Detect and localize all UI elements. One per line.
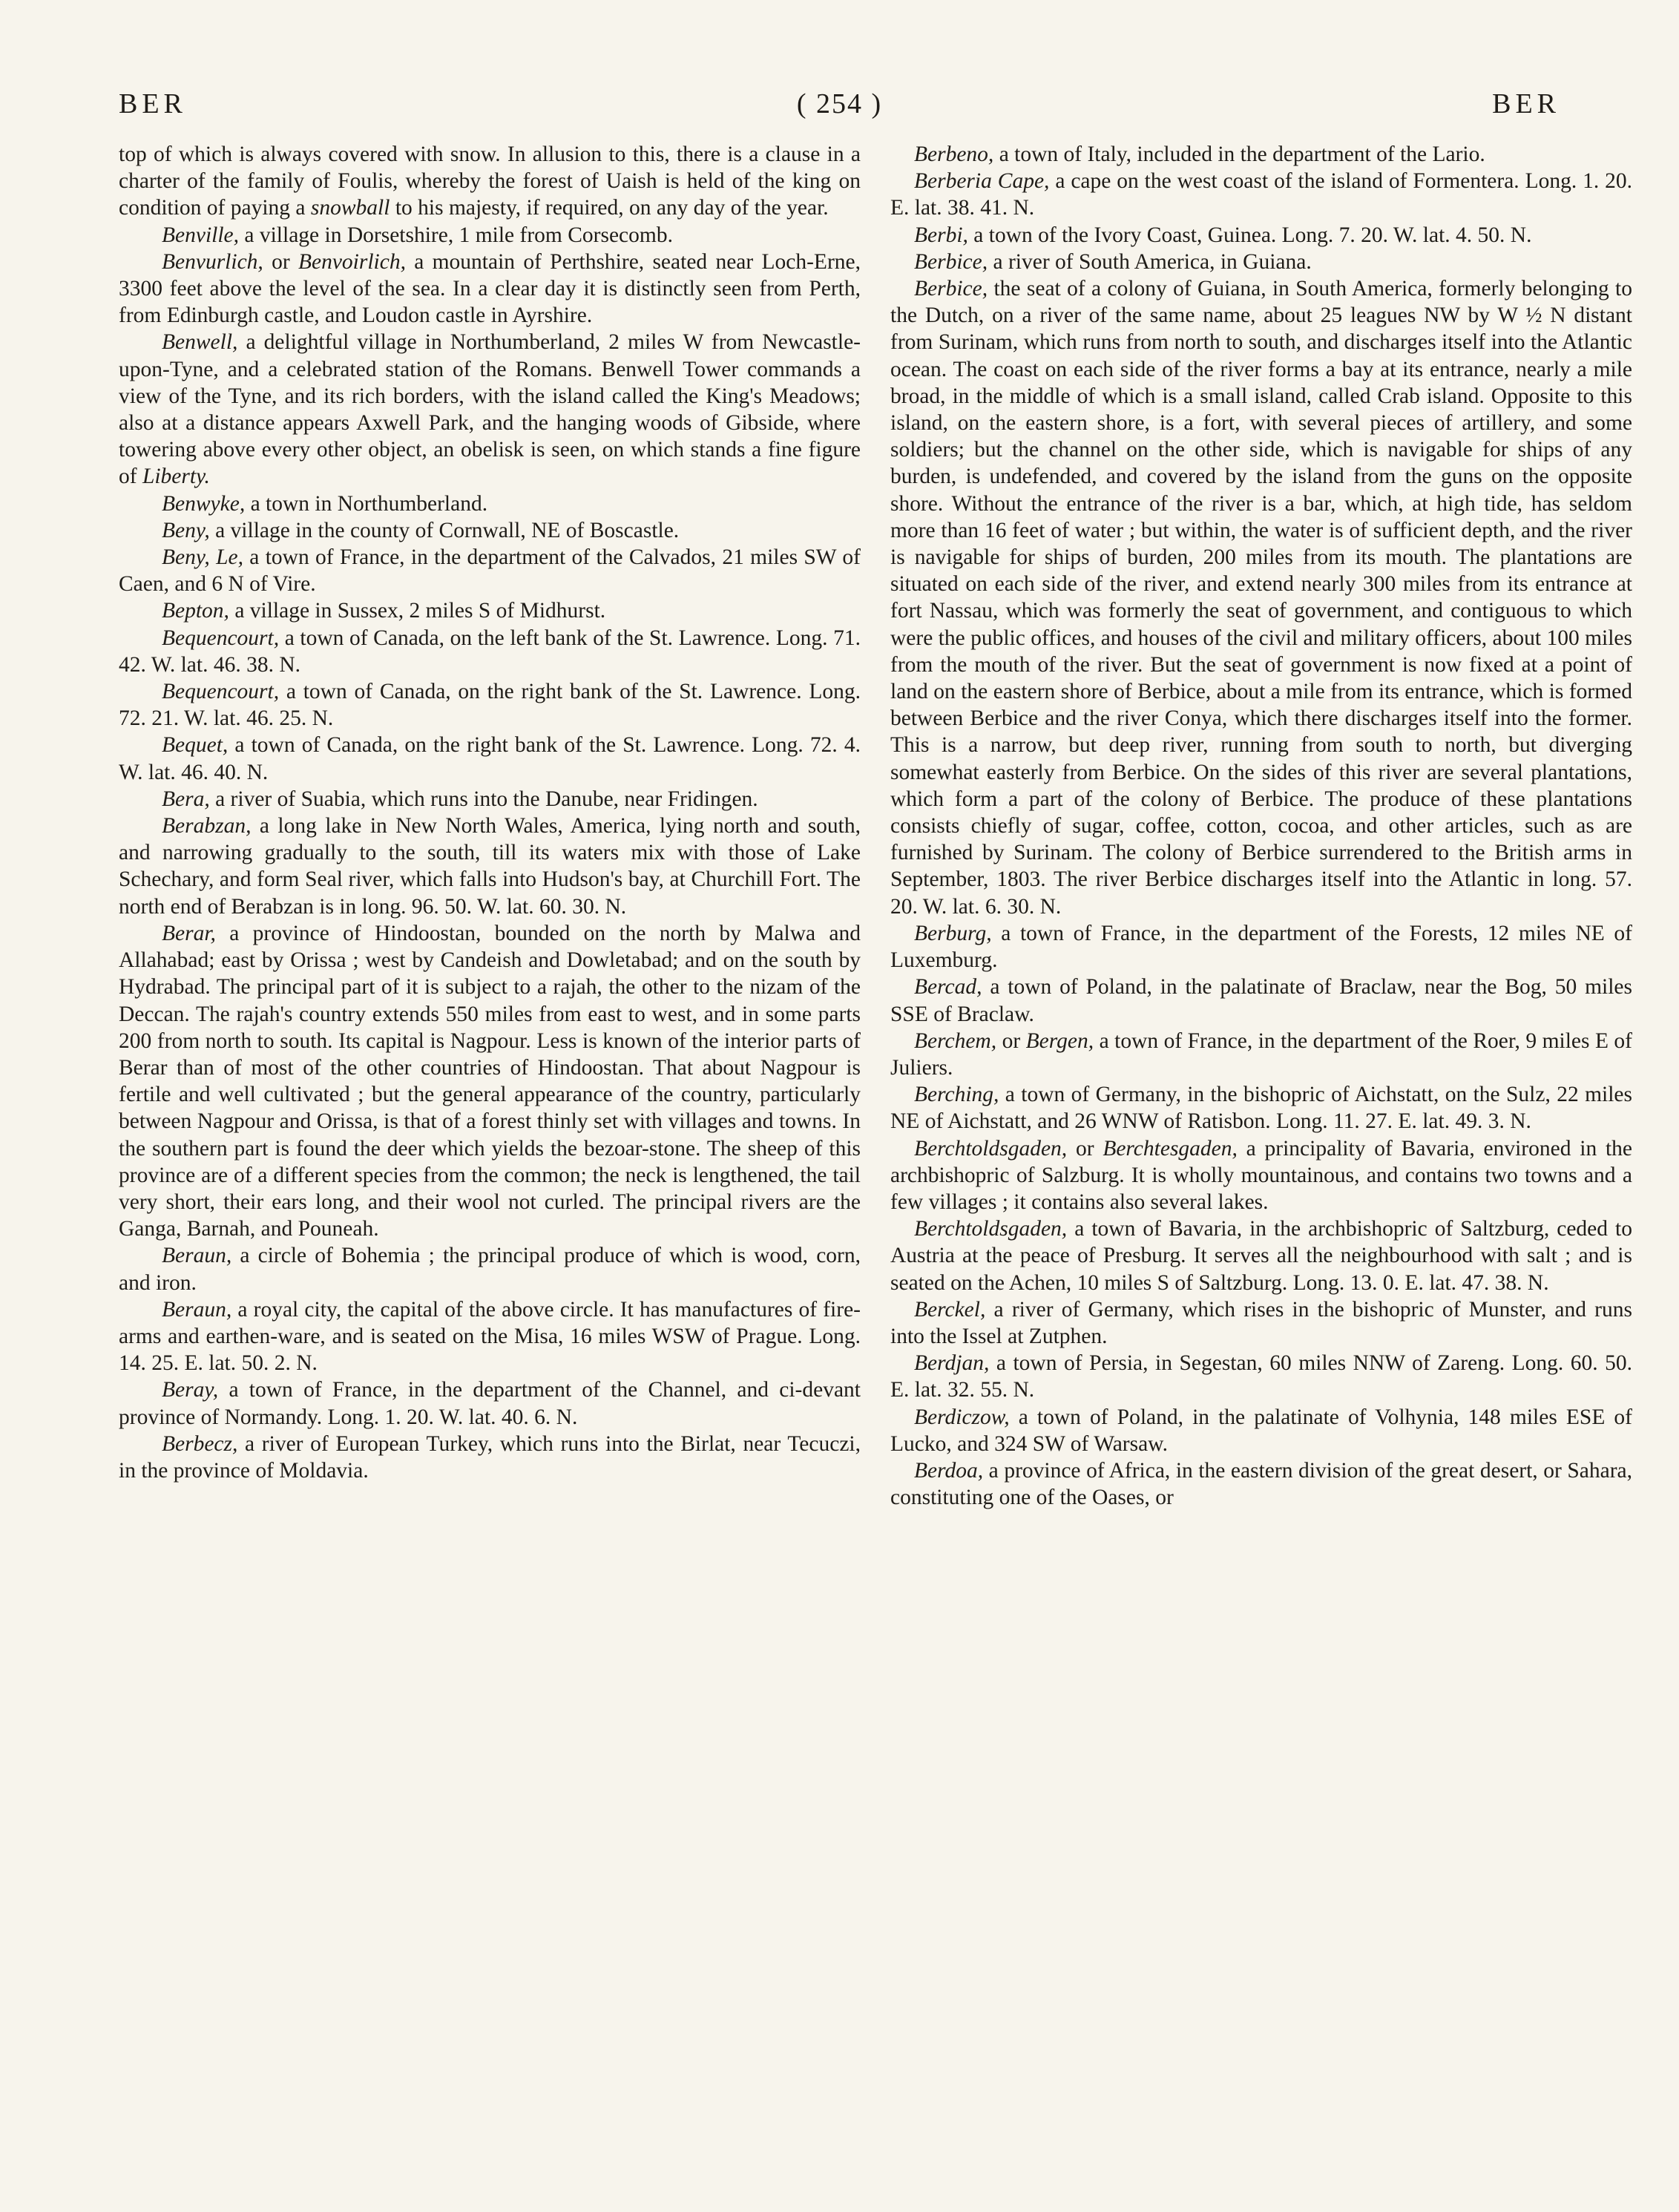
entry-text: top of which is always covered with snow. In allusion to this, there is a clause in a charter of the family of Foulis, whereby the forest of Uaish is held of the king on condition of paying a xyxy=(119,142,861,220)
entry-text-continued: to his majesty, if required, on any day of the year. xyxy=(390,196,829,220)
entry-text: a town of Germany, in the bishopric of Aichstatt, on the Sulz, 22 miles NE of Aichstatt, and 26 WNW of Ratisbon. Long. 11. 27. E. lat. 49. 3. N. xyxy=(890,1083,1632,1134)
entry-text: a town of Canada, on the right bank of the St. Lawrence. Long. 72. 4. W. lat. 46. 40. N. xyxy=(119,733,861,784)
gazetteer-entry xyxy=(119,732,861,785)
entry-headword: Beraun, xyxy=(162,1244,232,1268)
gazetteer-entry xyxy=(119,544,861,597)
gazetteer-entry xyxy=(119,249,861,329)
gazetteer-entry xyxy=(890,141,1632,168)
entry-text-continued: a town of France, in the department of the Calvados, 21 miles SW of Caen, and 6 N of Vire. xyxy=(119,545,861,597)
entry-text: a town of Bavaria, in the archbishopric of Saltzburg, ceded to Austria at the peace of Presburg. It serves all the neighbourhood with salt ; and is seated on the Achen, 10 miles S of Saltzburg. Long. 13. 0. E. lat. 47. 38. N. xyxy=(890,1217,1632,1295)
gazetteer-entry xyxy=(890,1215,1632,1296)
entry-text: a delightful village in Northumberland, 2 miles W from Newcastle-upon-Tyne, and a celebrated station of the Romans. Benwell Tower commands a view of the Tyne, and its rich borders, with the island called the King's Meadows; also at a distance appears Axwell Park, and the hanging woods of Gibside, where towering above every other object, an obelisk is seen, on which stands a fine figure of xyxy=(119,330,861,489)
entry-italic-term: Benvoirlich, xyxy=(298,249,406,274)
gazetteer-entry xyxy=(119,920,861,1242)
entry-text-continued: a town of France, in the department of the Roer, 9 miles E of Juliers. xyxy=(890,1028,1633,1080)
entry-text: a village in the county of Cornwall, NE of Boscastle. xyxy=(209,518,680,542)
entry-text: a river of South America, in Guiana. xyxy=(988,249,1312,274)
entry-headword: Benwyke, xyxy=(162,491,246,516)
entry-italic-term: Liberty. xyxy=(142,465,210,489)
gazetteer-entry xyxy=(119,1242,861,1296)
entry-text: a town of France, in the department of the Channel, and ci-devant province of Normandy. Long. 1. 20. W. lat. 40. 6. N. xyxy=(119,1378,861,1429)
entry-text: the seat of a colony of Guiana, in South America, formerly belonging to the Dutch, on a river of the same name, about 25 leagues NW by W ½ N distant from Surinam, which runs from north to south, and discharges itself into the Atlantic ocean. The coast on each side of the river forms a bay at its entrance, nearly a mile broad, in the middle of which is a small island, called Crab island. Opposite to this island, on the eastern shore, is a fort, with several pieces of artillery, and some soldiers; but the channel on the other side, which is navigable for ships of any burden, is undefended, and covered by the island from the guns on the opposite shore. Without the entrance of the river is a bar, which, at high tide, has seldom more than 16 feet of water ; but within, the water is of sufficient depth, and the river is navigable for ships of burden, 200 miles from its mouth. The plantations are situated on each side of the river, and extend nearly 300 miles from its entrance at fort Nassau, which was formerly the seat of government, and contiguous to which were the public offices, and houses of the civil and military officers, about 100 miles from the mouth of the river. But the seat of government is now fixed at a point of land on the eastern shore of Berbice, about a mile from its entrance, which is formed between Berbice and the river Conya, which there discharges itself into the former. This is a narrow, but deep river, running from south to north, but diverging somewhat easterly from Berbice. On the sides of this river are several plantations, which form a part of the colony of Berbice. The produce of these plantations consists chiefly of sugar, coffee, cotton, cocoa, and other articles, such as are furnished by Surinam. The colony of Berbice surrendered to the British arms in September, 1803. The river Berbice discharges itself into the Atlantic in long. 57. 20. W. lat. 6. 30. N. xyxy=(890,277,1633,919)
entry-headword: Berburg, xyxy=(914,921,992,945)
entry-headword: Bequet, xyxy=(162,733,229,758)
entry-headword: Bercad, xyxy=(914,975,982,1000)
gazetteer-entry xyxy=(890,168,1632,221)
entry-text: a river of Suabia, which runs into the Danube, near Fridingen. xyxy=(209,787,758,811)
entry-text-continued: a principality of Bavaria, environed in the archbishopric of Salzburg. It is wholly mountainous, and contains two towns and a few villages ; it contains also several lakes. xyxy=(890,1136,1633,1214)
entry-headword: Berar, xyxy=(162,921,216,945)
gazetteer-entry xyxy=(119,1431,861,1484)
gazetteer-entry xyxy=(890,1404,1632,1457)
entry-headword: Beny, xyxy=(162,518,210,542)
entry-headword: Berbice, xyxy=(914,277,988,301)
gazetteer-entry xyxy=(890,1028,1632,1081)
gazetteer-entry xyxy=(119,141,861,222)
entry-headword: Bera, xyxy=(162,787,210,811)
entry-headword: Bepton, xyxy=(162,599,229,623)
entry-headword: Benvurlich, xyxy=(162,249,263,274)
gazetteer-entry xyxy=(119,678,861,732)
entry-text: a river of Germany, which rises in the bishopric of Munster, and runs into the Issel at Zutphen. xyxy=(890,1297,1632,1348)
entry-text: a circle of Bohemia ; the principal produce of which is wood, corn, and iron. xyxy=(119,1244,861,1295)
entry-text: a river of European Turkey, which runs into the Birlat, near Tecuczi, in the province of Moldavia. xyxy=(119,1431,861,1483)
entry-text: a cape on the west coast of the island of Formentera. Long. 1. 20. E. lat. 38. 41. N. xyxy=(890,169,1633,220)
gazetteer-entry xyxy=(119,786,861,813)
entry-headword: Benville, xyxy=(162,223,240,247)
entry-text: a town of Canada, on the right bank of the St. Lawrence. Long. 72. 21. W. lat. 46. 25. N. xyxy=(119,680,861,731)
gazetteer-entry xyxy=(119,222,861,249)
entry-headword: Berberia Cape, xyxy=(914,169,1050,194)
entry-text: a town of the Ivory Coast, Guinea. Long. 7. 20. W. lat. 4. 50. N. xyxy=(967,223,1532,247)
entry-headword: Berbice, xyxy=(914,249,988,274)
gazetteer-entry xyxy=(119,1296,861,1377)
entry-headword: Berchtoldsgaden, xyxy=(914,1217,1068,1241)
entry-headword: Benwell, xyxy=(162,330,238,355)
entry-headword: Berdjan, xyxy=(914,1351,990,1376)
entry-headword: Bequencourt, xyxy=(162,626,280,650)
entry-text: or xyxy=(996,1028,1026,1053)
entry-italic-term: Bergen, xyxy=(1025,1028,1094,1053)
entry-text: a town of Poland, in the palatinate of Braclaw, near the Bog, 50 miles SSE of Braclaw. xyxy=(890,975,1632,1026)
entry-text: a town of Poland, in the palatinate of Volhynia, 148 miles ESE of Lucko, and 324 SW of Warsaw. xyxy=(890,1405,1632,1456)
entry-headword: Bequencourt, xyxy=(162,680,280,704)
header-right-catchword: BER xyxy=(1492,88,1560,119)
entry-text: a royal city, the capital of the above circle. It has manufactures of fire-arms and earthen-ware, and is seated on the Misa, 16 miles WSW of Prague. Long. 14. 25. E. lat. 50. 2. N. xyxy=(119,1297,861,1376)
gazetteer-entry xyxy=(890,1350,1632,1403)
gazetteer-entry xyxy=(119,517,861,544)
entry-text: a village in Dorsetshire, 1 mile from Corsecomb. xyxy=(239,223,673,247)
entry-text: or xyxy=(263,249,298,274)
right-column xyxy=(890,141,1632,1511)
entry-headword: Berabzan, xyxy=(162,814,252,838)
entry-text: or xyxy=(1067,1136,1103,1161)
entry-headword: Berchem, xyxy=(914,1028,997,1053)
gazetteer-entry xyxy=(119,1376,861,1430)
entry-headword: Berching, xyxy=(914,1083,999,1107)
entry-headword: Berbeno, xyxy=(914,142,994,166)
running-header xyxy=(119,88,1560,125)
entry-headword: Berbecz, xyxy=(162,1431,238,1456)
page-number: ( 254 ) xyxy=(796,88,883,119)
gazetteer-entry xyxy=(890,1296,1632,1350)
gazetteer-entry xyxy=(890,1081,1632,1135)
gazetteer-entry xyxy=(890,249,1632,275)
gazetteer-entry xyxy=(890,1135,1632,1216)
gazetteer-entry xyxy=(890,222,1632,249)
gazetteer-entry xyxy=(890,920,1632,974)
entry-headword: Berbi, xyxy=(914,223,968,247)
entry-text: a long lake in New North Wales, America, lying north and south, and narrowing gradually to the south, till its waters mix with those of Lake Schechary, and form Seal river, which falls into Hudson's bay, at Churchill Fort. The north end of Berabzan is in long. 96. 50. W. lat. 60. 30. N. xyxy=(119,814,861,919)
entry-headword: Berckel, xyxy=(914,1297,986,1322)
entry-text: a town of Persia, in Segestan, 60 miles NNW of Zareng. Long. 60. 50. E. lat. 32. 55. N. xyxy=(890,1351,1632,1402)
entry-headword: Berdiczow, xyxy=(914,1405,1010,1429)
entry-text: a town in Northumberland. xyxy=(245,491,488,516)
entry-text: a province of Africa, in the eastern division of the great desert, or Sahara, constituting one of the Oases, or xyxy=(890,1458,1632,1510)
entry-italic-term: snowball xyxy=(310,196,390,220)
entry-text: a town of Italy, included in the department of the Lario. xyxy=(993,142,1485,166)
gazetteer-entry xyxy=(890,275,1632,920)
header-left-catchword: BER xyxy=(119,88,187,119)
entry-headword: Berdoa, xyxy=(914,1458,984,1483)
gazetteer-entry xyxy=(119,813,861,920)
entry-text: a province of Hindoostan, bounded on the north by Malwa and Allahabad; east by Orissa ; west by Candeish and Dowletabad; and on the south by Hydrabad. The principal part of it is subject to a rajah, the other to the nizam of the Deccan. The rajah's country extends 550 miles from east to west, and in some parts 200 from north to south. Its capital is Nagpour. Less is known of the interior parts of Berar than of most of the other countries of Hindoostan. That about Nagpour is fertile and well cultivated ; but the general appearance of the country, particularly between Nagpour and Orissa, is that of a forest thinly set with villages and towns. In the southern part is found the deer which yields the bezoar-stone. The sheep of this province are of a different species from the common; the neck is lengthened, the tail very short, their ears long, and their wool not curled. The principal rivers are the Ganga, Barnah, and Pouneah. xyxy=(119,921,861,1241)
gazetteer-entry xyxy=(119,490,861,517)
gazetteer-entry xyxy=(119,329,861,490)
entry-text-continued: a mountain of Perthshire, seated near Loch-Erne, 3300 feet above the level of the sea. In a clear day it is distinctly seen from Perth, from Edinburgh castle, and Loudon castle in Ayrshire. xyxy=(119,249,861,328)
entry-text xyxy=(210,545,216,569)
entry-italic-term: Le, xyxy=(216,545,243,570)
gazetteer-entry xyxy=(890,1457,1632,1511)
gazetteer-entry xyxy=(119,625,861,678)
entry-text: a village in Sussex, 2 miles S of Midhurst. xyxy=(229,599,606,623)
entry-text: a town of Canada, on the left bank of the St. Lawrence. Long. 71. 42. W. lat. 46. 38. N. xyxy=(119,626,861,677)
left-column xyxy=(119,141,861,1484)
entry-text: a town of France, in the department of the Forests, 12 miles NE of Luxemburg. xyxy=(890,921,1632,973)
entry-headword: Beny, xyxy=(162,545,210,570)
entry-italic-term: Berchtesgaden, xyxy=(1103,1136,1238,1161)
entry-headword: Beray, xyxy=(162,1378,219,1402)
gazetteer-entry xyxy=(890,974,1632,1027)
entry-headword: Berchtoldsgaden, xyxy=(914,1136,1068,1161)
entry-headword: Beraun, xyxy=(162,1297,232,1322)
gazetteer-entry xyxy=(119,597,861,624)
